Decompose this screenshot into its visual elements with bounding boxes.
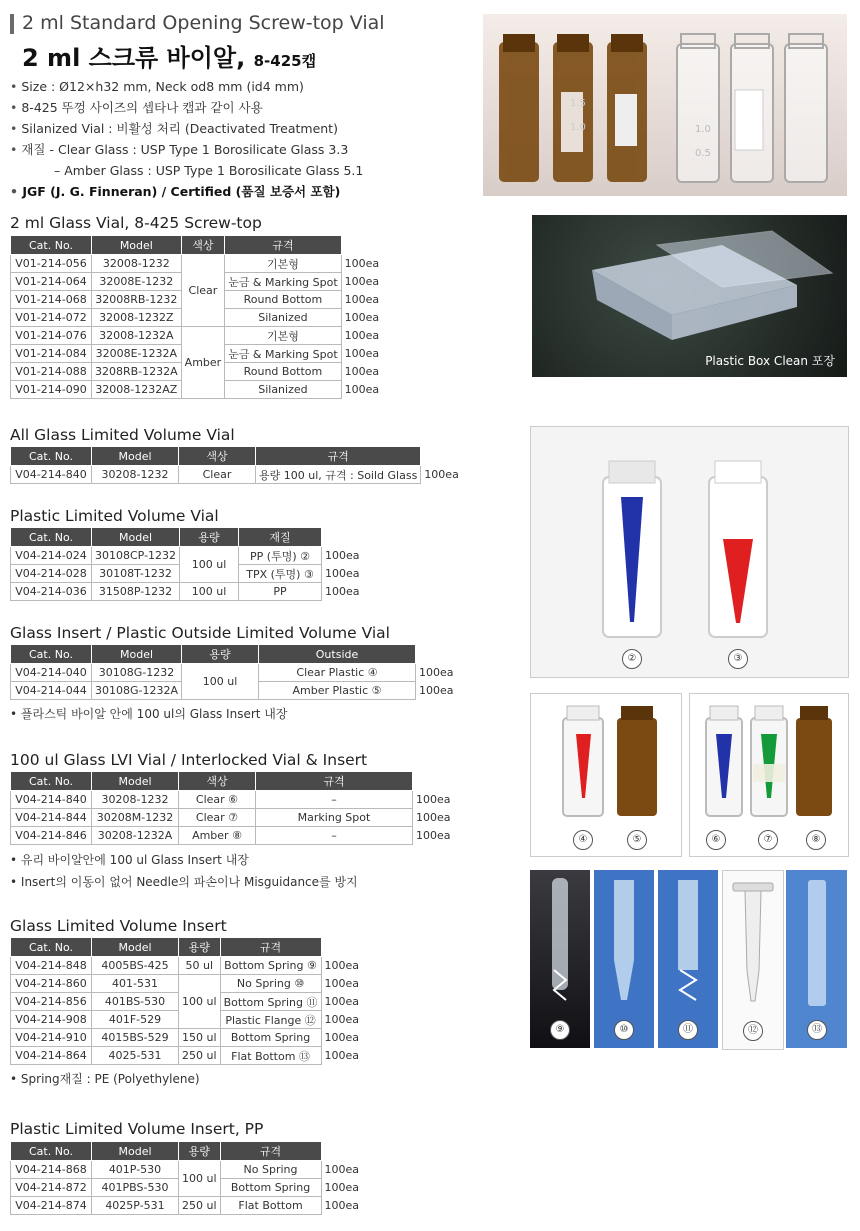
photo-number: ②	[622, 649, 642, 669]
color: Amber	[181, 327, 225, 399]
cat-no: V04-214-844	[11, 809, 92, 827]
table-row	[11, 827, 454, 845]
model: 32008-1232A	[92, 327, 182, 345]
plastic-lvv-table	[10, 527, 364, 601]
vial-box-illustration	[532, 215, 847, 355]
unit: 100ea	[416, 664, 457, 682]
glass-vial-table	[10, 235, 384, 399]
col-header: 색상	[179, 447, 256, 466]
plastic-vials-illustration	[531, 427, 848, 642]
unit: 100ea	[413, 827, 454, 845]
photo-number: ⑬	[807, 1020, 827, 1040]
spec: No Spring ⑩	[220, 975, 321, 993]
spec: Silanized	[225, 309, 341, 327]
spec: Marking Spot	[256, 809, 413, 827]
model: 30108G-1232A	[92, 682, 182, 700]
model: 401PBS-530	[92, 1179, 179, 1197]
table-row	[11, 466, 462, 484]
unit: 100ea	[341, 273, 384, 291]
insert-photo-10	[594, 870, 654, 1048]
photo-number: ⑪	[678, 1020, 698, 1040]
unit: 100ea	[421, 466, 462, 484]
model: 30208-1232	[92, 791, 179, 809]
photo-number: ⑤	[627, 830, 647, 850]
unit: 100ea	[413, 809, 454, 827]
lvi-vials-illustration	[690, 694, 848, 819]
spec: No Spring	[220, 1161, 321, 1179]
col-header: Cat. No.	[11, 772, 92, 791]
col-header: Cat. No.	[11, 938, 92, 957]
table-row	[11, 809, 454, 827]
note: • Spring재질 : PE (Polyethylene)	[10, 1070, 200, 1087]
volume: 100 ul	[180, 583, 239, 601]
glass-insert-vials-illustration	[531, 694, 681, 819]
model: 32008-1232Z	[92, 309, 182, 327]
col-header: Model	[92, 447, 179, 466]
unit: 100ea	[341, 309, 384, 327]
cat-no: V04-214-036	[11, 583, 92, 601]
section-title: Glass Limited Volume Insert	[10, 917, 227, 935]
cat-no: V04-214-024	[11, 547, 92, 565]
insert-12-illustration	[723, 871, 783, 1021]
model: 30208-1232	[92, 466, 179, 484]
table-row	[11, 664, 457, 682]
spec-item: • JGF (J. G. Finneran) / Certified (품질 보증서 포함)	[10, 181, 363, 202]
plastic-lvv-photo	[530, 426, 849, 678]
spec: Flat Bottom	[220, 1197, 321, 1215]
col-header: 색상	[181, 236, 225, 255]
volume: 50 ul	[179, 957, 221, 975]
spec-item: • 8-425 뚜껑 사이즈의 셉타나 캡과 같이 사용	[10, 97, 363, 118]
scale-label: 1.0	[695, 124, 711, 135]
color: Clear	[179, 466, 256, 484]
model: 30208M-1232	[92, 809, 179, 827]
spec: Bottom Spring	[220, 1179, 321, 1197]
scale-label: 1.0	[570, 122, 586, 133]
spec: –	[256, 791, 413, 809]
col-header: 규격	[220, 1142, 321, 1161]
spec-item: • Size : Ø12×h32 mm, Neck od8 mm (id4 mm)	[10, 76, 363, 97]
cat-no: V04-214-868	[11, 1161, 92, 1179]
vials-illustration	[483, 14, 847, 196]
table-row	[11, 255, 384, 273]
vials-photo	[483, 14, 847, 196]
unit: 100ea	[413, 791, 454, 809]
photo-number: ④	[573, 830, 593, 850]
volume: 100 ul	[182, 664, 259, 700]
volume: 250 ul	[179, 1047, 221, 1065]
insert-photo-11	[658, 870, 718, 1048]
cat-no: V04-214-028	[11, 565, 92, 583]
col-header: 규격	[256, 447, 421, 466]
spec: 용량 100 ul, 규격 : Soild Glass	[256, 466, 421, 484]
col-header: Model	[92, 528, 180, 547]
unit: 100ea	[321, 975, 364, 993]
lvi-vial-table	[10, 771, 454, 845]
table-row	[11, 1047, 364, 1065]
plastic-insert-table	[10, 1141, 364, 1215]
model: 4015BS-529	[92, 1029, 179, 1047]
photo-number: ③	[728, 649, 748, 669]
insert-photo-12	[722, 870, 784, 1050]
lvi-vial-photo	[689, 693, 849, 857]
cat-no: V04-214-864	[11, 1047, 92, 1065]
model: 30108CP-1232	[92, 547, 180, 565]
section-title: All Glass Limited Volume Vial	[10, 426, 235, 444]
insert-10-illustration	[594, 870, 654, 1020]
glass-insert-table	[10, 937, 364, 1065]
cat-no: V04-214-040	[11, 664, 92, 682]
unit: 100ea	[321, 993, 364, 1011]
cat-no: V01-214-056	[11, 255, 92, 273]
unit: 100ea	[321, 957, 364, 975]
volume: 250 ul	[179, 1197, 221, 1215]
spec: 기본형	[225, 255, 341, 273]
photo-number: ⑧	[806, 830, 826, 850]
table-row	[11, 1161, 364, 1179]
unit: 100ea	[321, 1197, 364, 1215]
col-header: 규격	[220, 938, 321, 957]
model: 30108G-1232	[92, 664, 182, 682]
col-header: 용량	[179, 938, 221, 957]
glass-insert-plastic-table	[10, 644, 457, 700]
note: • Insert의 이동이 없어 Needle의 파손이나 Misguidance를 방지	[10, 873, 358, 890]
unit: 100ea	[416, 682, 457, 700]
volume: 150 ul	[179, 1029, 221, 1047]
cat-no: V04-214-856	[11, 993, 92, 1011]
cat-no: V04-214-840	[11, 466, 92, 484]
photo-number: ⑩	[614, 1020, 634, 1040]
cat-no: V04-214-860	[11, 975, 92, 993]
model: 32008-1232	[92, 255, 182, 273]
spec: Round Bottom	[225, 291, 341, 309]
spec-item: – Amber Glass : USP Type 1 Borosilicate Glass 5.1	[54, 163, 364, 178]
insert-photo-13	[786, 870, 847, 1048]
cat-no: V04-214-872	[11, 1179, 92, 1197]
color: Clear ⑦	[179, 809, 256, 827]
page-title-en: 2 ml Standard Opening Screw-top Vial	[22, 12, 385, 34]
material: PP	[239, 583, 322, 601]
spec: 눈금 & Marking Spot	[225, 345, 341, 363]
cat-no: V01-214-064	[11, 273, 92, 291]
scale-label: 0.5	[695, 148, 711, 159]
spec: Round Bottom	[225, 363, 341, 381]
table-row	[11, 547, 365, 565]
table-row	[11, 583, 365, 601]
unit: 100ea	[322, 547, 365, 565]
spec: Bottom Spring	[220, 1029, 321, 1047]
model: 30108T-1232	[92, 565, 180, 583]
scale-label: 1.5	[570, 98, 586, 109]
color: Clear ⑥	[179, 791, 256, 809]
model: 3208RB-1232A	[92, 363, 182, 381]
model: 4005BS-425	[92, 957, 179, 975]
col-header: Cat. No.	[11, 236, 92, 255]
material: TPX (투명) ③	[239, 565, 322, 583]
col-header: Model	[92, 772, 179, 791]
section-title: 2 ml Glass Vial, 8-425 Screw-top	[10, 214, 262, 232]
cat-no: V01-214-068	[11, 291, 92, 309]
model: 32008-1232AZ	[92, 381, 182, 399]
col-header: 규격	[256, 772, 413, 791]
glass-insert-photo	[530, 693, 682, 857]
unit: 100ea	[321, 1029, 364, 1047]
box-caption: Plastic Box Clean 포장	[705, 354, 835, 368]
insert-11-illustration	[658, 870, 718, 1020]
unit: 100ea	[341, 327, 384, 345]
spec: 눈금 & Marking Spot	[225, 273, 341, 291]
spec-list	[10, 76, 363, 202]
model: 401F-529	[92, 1011, 179, 1029]
model: 31508P-1232	[92, 583, 180, 601]
page-title-ko: 2 ml 스크류 바이알, 8-425캡	[22, 44, 317, 72]
spec: Bottom Spring ⑨	[220, 957, 321, 975]
all-glass-lvv-table	[10, 446, 462, 484]
spec: –	[256, 827, 413, 845]
col-header: Model	[92, 1142, 179, 1161]
section-title: Plastic Limited Volume Insert, PP	[10, 1120, 264, 1138]
material: PP (투명) ②	[239, 547, 322, 565]
unit: 100ea	[341, 291, 384, 309]
plastic-box-photo	[532, 215, 847, 377]
col-header: Cat. No.	[11, 645, 92, 664]
col-header: Outside	[259, 645, 416, 664]
photo-number: ⑨	[550, 1020, 570, 1040]
unit: 100ea	[341, 381, 384, 399]
cat-no: V04-214-840	[11, 791, 92, 809]
model: 4025-531	[92, 1047, 179, 1065]
model: 4025P-531	[92, 1197, 179, 1215]
col-header: 용량	[180, 528, 239, 547]
cat-no: V04-214-908	[11, 1011, 92, 1029]
model: 30208-1232A	[92, 827, 179, 845]
note: • 플라스틱 바이알 안에 100 ul의 Glass Insert 내장	[10, 705, 287, 722]
col-header: 규격	[225, 236, 341, 255]
unit: 100ea	[321, 1161, 364, 1179]
insert-13-illustration	[786, 870, 847, 1020]
model: 401-531	[92, 975, 179, 993]
col-header: 용량	[182, 645, 259, 664]
cat-no: V01-214-084	[11, 345, 92, 363]
cat-no: V04-214-846	[11, 827, 92, 845]
volume: 100 ul	[179, 1161, 221, 1197]
spec: 기본형	[225, 327, 341, 345]
note: • 유리 바이알안에 100 ul Glass Insert 내장	[10, 851, 249, 868]
spec: Plastic Flange ⑫	[220, 1011, 321, 1029]
photo-number: ⑫	[743, 1021, 763, 1041]
cat-no: V04-214-044	[11, 682, 92, 700]
col-header: 재질	[239, 528, 322, 547]
col-header: Model	[92, 236, 182, 255]
photo-number: ⑦	[758, 830, 778, 850]
unit: 100ea	[321, 1179, 364, 1197]
col-header: 용량	[179, 1142, 221, 1161]
color: Clear	[181, 255, 225, 327]
col-header: 색상	[179, 772, 256, 791]
spec-item: • Silanized Vial : 비활성 처리 (Deactivated Treatment)	[10, 118, 363, 139]
table-row	[11, 1197, 364, 1215]
outside: Amber Plastic ⑤	[259, 682, 416, 700]
model: 401BS-530	[92, 993, 179, 1011]
color: Amber ⑧	[179, 827, 256, 845]
table-row	[11, 327, 384, 345]
section-title: 100 ul Glass LVI Vial / Interlocked Vial & Insert	[10, 751, 368, 769]
spec-item: • 재질 - Clear Glass : USP Type 1 Borosilicate Glass 3.3	[10, 139, 363, 160]
cat-no: V01-214-088	[11, 363, 92, 381]
insert-9-illustration	[530, 870, 590, 1020]
title-accent-bar	[10, 14, 14, 34]
col-header: Cat. No.	[11, 1142, 92, 1161]
unit: 100ea	[341, 345, 384, 363]
col-header: Model	[92, 645, 182, 664]
model: 32008E-1232A	[92, 345, 182, 363]
model: 32008E-1232	[92, 273, 182, 291]
table-row	[11, 1029, 364, 1047]
table-row	[11, 791, 454, 809]
unit: 100ea	[341, 363, 384, 381]
insert-photo-9	[530, 870, 590, 1048]
model: 32008RB-1232	[92, 291, 182, 309]
volume: 100 ul	[179, 975, 221, 1029]
spec: Silanized	[225, 381, 341, 399]
unit: 100ea	[321, 1047, 364, 1065]
spec: Flat Bottom ⑬	[220, 1047, 321, 1065]
unit: 100ea	[321, 1011, 364, 1029]
outside: Clear Plastic ④	[259, 664, 416, 682]
cat-no: V01-214-090	[11, 381, 92, 399]
volume: 100 ul	[180, 547, 239, 583]
unit: 100ea	[341, 255, 384, 273]
table-row	[11, 957, 364, 975]
cat-no: V04-214-848	[11, 957, 92, 975]
unit: 100ea	[322, 583, 365, 601]
cat-no: V01-214-072	[11, 309, 92, 327]
col-header: Cat. No.	[11, 528, 92, 547]
spec: Bottom Spring ⑪	[220, 993, 321, 1011]
section-title: Plastic Limited Volume Vial	[10, 507, 219, 525]
unit: 100ea	[322, 565, 365, 583]
cat-no: V01-214-076	[11, 327, 92, 345]
table-row	[11, 975, 364, 993]
cat-no: V04-214-910	[11, 1029, 92, 1047]
section-title: Glass Insert / Plastic Outside Limited Volume Vial	[10, 624, 390, 642]
col-header: Cat. No.	[11, 447, 92, 466]
photo-number: ⑥	[706, 830, 726, 850]
cat-no: V04-214-874	[11, 1197, 92, 1215]
model: 401P-530	[92, 1161, 179, 1179]
col-header: Model	[92, 938, 179, 957]
